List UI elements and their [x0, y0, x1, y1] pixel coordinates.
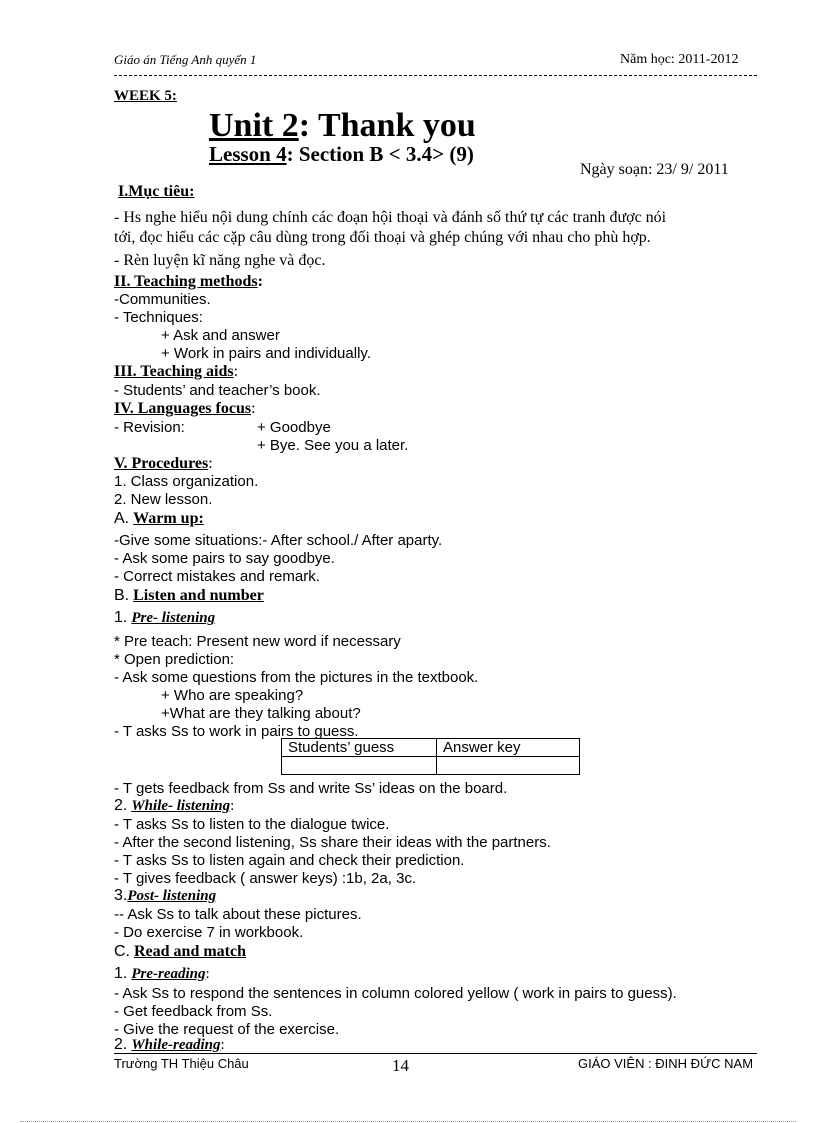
pre-reading-heading: 1. Pre-reading: — [114, 965, 210, 982]
header-left: Giáo án Tiếng Anh quyển 1 — [114, 52, 257, 67]
page-edge — [20, 1121, 796, 1122]
procedures-item: 1. Class organization. — [114, 473, 259, 490]
table-row — [282, 739, 580, 757]
while-listening-item: - T asks Ss to listen again and check their prediction. — [114, 852, 465, 869]
table-cell — [437, 757, 580, 775]
warmup-item: - Correct mistakes and remark. — [114, 568, 320, 585]
languages-heading: IV. Languages focus: — [114, 400, 256, 417]
guess-table — [281, 738, 580, 775]
while-reading-heading: 2. While-reading: — [114, 1036, 225, 1053]
pre-listening-item: - T asks Ss to work in pairs to guess. — [114, 723, 359, 740]
methods-heading: II. Teaching methods: — [114, 273, 263, 290]
pre-listening-item: * Open prediction: — [114, 651, 235, 668]
warmup-item: - Ask some pairs to say goodbye. — [114, 550, 335, 567]
lesson-label: Lesson 4 — [209, 142, 287, 166]
pre-listening-item: + Who are speaking? — [161, 687, 304, 704]
objectives-line: tới, đọc hiểu các cặp câu dùng trong đối thoại và ghép chúng với nhau cho phù hợp. — [114, 229, 651, 246]
lesson-name: : Section B < 3.4> (9) — [286, 142, 474, 166]
while-listening-item: - T gives feedback ( answer keys) :1b, 2a, 3c. — [114, 870, 417, 887]
week-label: WEEK 5: — [114, 88, 177, 104]
pre-reading-item: - Get feedback from Ss. — [114, 1003, 273, 1020]
page-number: 14 — [392, 1056, 409, 1075]
post-listening-item: - Do exercise 7 in workbook. — [114, 924, 304, 941]
revision-item: + Goodbye — [257, 419, 331, 436]
pre-reading-item: - Ask Ss to respond the sentences in column colored yellow ( work in pairs to guess). — [114, 985, 677, 1002]
header-divider — [114, 75, 757, 76]
while-listening-item: - T asks Ss to listen to the dialogue twice. — [114, 816, 390, 833]
methods-item: + Ask and answer — [161, 327, 280, 344]
footer-teacher: GIÁO VIÊN : ĐINH ĐỨC NAM — [578, 1056, 754, 1071]
lesson-title — [209, 141, 474, 167]
footer-divider — [114, 1053, 757, 1054]
listen-heading: B. Listen and number — [114, 587, 264, 604]
while-listening-heading: 2. While- listening: — [114, 797, 235, 814]
table-header-answer-key: Answer key — [437, 739, 580, 757]
table-cell — [282, 757, 437, 775]
objectives-heading: I.Mục tiêu: — [118, 183, 195, 200]
feedback-line: - T gets feedback from Ss and write Ss’ ideas on the board. — [114, 780, 508, 797]
header-right: Năm học: 2011-2012 — [620, 52, 739, 67]
pre-listening-item: +What are they talking about? — [161, 705, 361, 722]
while-listening-item: - After the second listening, Ss share their ideas with the partners. — [114, 834, 551, 851]
unit-label: Unit 2 — [209, 107, 299, 144]
unit-name: : Thank you — [298, 107, 476, 144]
revision-item: + Bye. See you a later. — [257, 437, 409, 454]
aids-item: - Students’ and teacher’s book. — [114, 382, 321, 399]
table-header-students-guess: Students’ guess — [282, 739, 437, 757]
warmup-item: -Give some situations:- After school./ After aparty. — [114, 532, 443, 549]
post-listening-heading: 3.Post- listening — [114, 887, 217, 904]
revision-label: - Revision: — [114, 419, 185, 436]
read-heading: C. Read and match — [114, 943, 247, 960]
post-listening-item: -- Ask Ss to talk about these pictures. — [114, 906, 362, 923]
pre-listening-item: * Pre teach: Present new word if necessary — [114, 633, 401, 650]
objectives-line: - Hs nghe hiểu nội dung chính các đoạn hội thoại và đánh số thứ tự các tranh được nói — [114, 209, 667, 226]
pre-reading-item: - Give the request of the exercise. — [114, 1021, 340, 1038]
methods-item: + Work in pairs and individually. — [161, 345, 371, 362]
warmup-heading: A. Warm up: — [114, 510, 204, 527]
footer-school: Trường TH Thiệu Châu — [114, 1056, 249, 1071]
procedures-item: 2. New lesson. — [114, 491, 213, 508]
objectives-line: - Rèn luyện kĩ năng nghe và đọc. — [114, 252, 326, 269]
methods-item: -Communities. — [114, 291, 211, 308]
aids-heading: III. Teaching aids: — [114, 363, 239, 380]
prepared-date: Ngày soạn: 23/ 9/ 2011 — [580, 161, 729, 178]
procedures-heading: V. Procedures: — [114, 455, 213, 472]
methods-item: - Techniques: — [114, 309, 203, 326]
pre-listening-heading: 1. Pre- listening — [114, 609, 216, 626]
pre-listening-item: - Ask some questions from the pictures in the textbook. — [114, 669, 479, 686]
table-row — [282, 757, 580, 775]
